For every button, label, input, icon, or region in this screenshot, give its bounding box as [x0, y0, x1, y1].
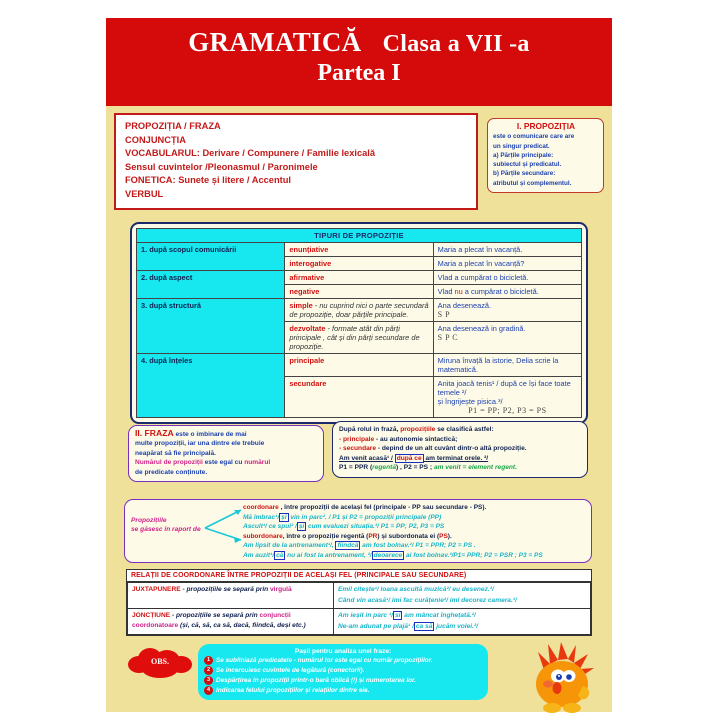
example-analysis: P1 = PP; P2, P3 = PS	[468, 406, 547, 415]
example-cell	[433, 377, 581, 418]
juxtapunere-example-1: Emil citește¹/ loana ascultă muzică²/ eu desenez.³/	[338, 586, 494, 593]
step-number: 3	[204, 676, 213, 685]
kind-desc: - nu cuprind nici o parte secundară de propoziție, doar părțile principale.	[289, 301, 429, 319]
subord-desc-c: ).	[447, 532, 452, 540]
list-item	[204, 686, 482, 695]
juxtapunere-cell	[128, 583, 334, 609]
kind-cell	[285, 377, 433, 418]
subord-ex2-connector-1: că	[276, 551, 284, 559]
subord-ex1-b: am fost bolnav.²/ P1 = PPR; P2 = PS .	[360, 542, 476, 550]
kind-label: negative	[289, 287, 320, 296]
fraza-title: II. FRAZA	[135, 428, 174, 438]
propozitia-line-4: subiectul și predicatul.	[493, 161, 562, 169]
coord-ex1-b: vin in parc². / P1 și P2 = propoziții principale (PP)	[288, 513, 442, 521]
subordonare-example-1	[243, 541, 588, 551]
rol-in-fraza-box	[332, 421, 588, 478]
fraza-hl-2: numărul	[244, 459, 271, 467]
juxtapunere-examples	[334, 583, 591, 609]
subordonare-example-2	[243, 551, 588, 561]
contents-box	[114, 113, 478, 210]
example-cell	[433, 299, 581, 322]
subordonare-line	[243, 532, 588, 542]
fraza-line-5: de predicate conținute.	[135, 468, 208, 476]
contents-line-6: VERBUL	[125, 188, 164, 199]
rol-line-1	[339, 435, 582, 445]
subord-ps: PS	[439, 532, 448, 540]
relatii-coordonare-table	[126, 569, 592, 636]
obs-label: OBS.	[150, 657, 169, 666]
kind-cell	[285, 271, 433, 285]
poster-page	[106, 18, 612, 712]
fraza-definition-box	[128, 425, 324, 482]
rol-example-b: am terminat orele. ²/	[423, 454, 489, 462]
step-text: Se incercuiesc cuvintele de legătură (conectorii).	[216, 667, 365, 674]
propozitia-line-1: este o comunicare care are	[493, 133, 575, 141]
step-text: Indicarea felului propozițiilor și relațiilor dintre ele.	[216, 687, 370, 694]
rol-secundare-label: - secundare	[339, 445, 377, 452]
example-cell: Miruna învață la istorie, Delia scrie la matematică.	[433, 354, 581, 377]
contents-line-2: CONJUNCȚIA	[125, 134, 186, 145]
coordonare-line	[243, 503, 588, 513]
raport-label-l1: Propozițiile	[131, 517, 167, 524]
jonctiune-rule-a: - propozițiile se separă prin	[170, 612, 260, 619]
raport-label	[131, 516, 209, 534]
types-table-title: TIPURI DE PROPOZIȚIE	[137, 229, 582, 243]
page-title: GRAMATICĂ	[188, 27, 362, 57]
contents-line-1: PROPOZIȚIA / FRAZA	[125, 121, 221, 131]
criterion-3: 3. după structură	[137, 299, 285, 354]
kind-cell	[285, 257, 433, 271]
list-item	[204, 666, 482, 675]
contents-line-3: VOCABULARUL: Derivare / Compunere / Familie lexicală	[125, 148, 376, 159]
kind-desc: - formate atât din părți principale , cât și din părți secundare de propoziție.	[289, 324, 420, 351]
propozitia-line-5: b) Părțile secundare:	[493, 170, 556, 178]
table-row	[128, 583, 591, 609]
rol-lead-c: se clasifică astfel:	[435, 426, 494, 433]
propozitia-definition-box	[487, 118, 604, 193]
subord-ex2-c: ai fost bolnav.³/P1= PPR; P2 = PSR ; P3 = PS	[404, 551, 543, 559]
kind-cell	[285, 299, 433, 322]
jonctiune-rule-b: conjuncții	[259, 612, 291, 619]
juxtapunere-rule-a: - propozițiile se separă prin	[180, 586, 271, 593]
kind-cell	[285, 354, 433, 377]
relatii-body	[127, 582, 591, 635]
coordonare-example-1	[243, 513, 588, 523]
header-part: Partea I	[317, 60, 401, 86]
rol-lead-b: propozițiile	[400, 426, 436, 433]
coord-ex2-b: cum evaluezi situația.³/ P1 = PP; P2, P3 = PS	[306, 523, 445, 531]
kind-label: principale	[289, 356, 325, 365]
step-number: 2	[204, 666, 213, 675]
step-number: 1	[204, 656, 213, 665]
rol-secundare-desc: - depind de un alt cuvânt dintr-o altă propoziție.	[376, 445, 527, 452]
jonctiune-examples	[334, 609, 591, 635]
rol-example-line	[339, 454, 582, 464]
jonctiune-extra-b: (și, că, să, ca să, dacă, fiindcă, deși etc.)	[178, 621, 306, 629]
example-cell: Maria a plecat în vacanță?	[433, 257, 581, 271]
header-title-line	[106, 27, 612, 58]
subord-ex1-a: Am lipsit de la antrenament¹/,	[243, 542, 336, 550]
subord-desc-a: , între o propoziție regentă (	[282, 532, 369, 540]
rol-lead-a: După rolul in frază,	[339, 426, 401, 433]
jonctiune-example-1	[338, 611, 586, 622]
list-item	[204, 656, 482, 665]
fraza-line-4	[135, 458, 318, 467]
kind-cell	[285, 285, 433, 299]
fraza-text-4: este egal cu	[202, 459, 245, 467]
example-cell: Maria a plecat în vacanță.	[433, 243, 581, 257]
arrows-icon	[203, 506, 245, 554]
example-line-1: Anita joacă tenis¹ / după ce își face toate temele ²/	[437, 379, 571, 397]
step-text: Despărțirea in propoziții printr-o bară oblică (/) și numerotarea lor.	[216, 677, 416, 684]
raport-section	[124, 499, 592, 563]
step-number: 4	[204, 686, 213, 695]
table-row	[137, 354, 582, 377]
jonctiune-label: JONCȚIUNE	[132, 612, 171, 619]
coordonare-label: coordonare	[243, 504, 279, 511]
kind-label: simple	[289, 301, 313, 310]
criterion-2: 2. după aspect	[137, 271, 285, 299]
raport-label-l2: se găsesc în raport de	[131, 526, 201, 533]
fraza-text-1: este o imbinare de mai	[173, 431, 247, 438]
juxtapunere-rule-b: virgulă	[270, 586, 292, 593]
rol-example-a: Am venit acasă¹ /	[339, 454, 393, 462]
jonctiune-extra-a: coordonatoare	[132, 621, 179, 629]
step-text: Se subliniază predicatele - numărul lor este egal cu număr propozițiilor.	[216, 657, 433, 664]
subord-ex2-a: Am auzit¹/	[243, 551, 275, 559]
coord-ex2-a: Ascult¹/ ce spui² /	[243, 523, 297, 531]
contents-line-4: Sensul cuvintelor /Pleonasmul / Paronimele	[125, 161, 318, 172]
criterion-1: 1. după scopul comunicării	[137, 243, 285, 271]
jonct-ex1-a: Am ieșit in parc ¹/	[338, 612, 393, 619]
example-text: Ana desenează in gradină.	[437, 324, 526, 333]
poster-header	[106, 18, 612, 106]
table-row	[137, 271, 582, 285]
example-pre: Vlad	[437, 287, 455, 296]
subord-ex2-b: nu ai fost la antrenament, ²/	[285, 551, 372, 559]
rol-principale-desc: - au autonomie sintactică;	[374, 435, 458, 443]
table-row	[137, 243, 582, 257]
raport-body	[243, 503, 588, 561]
coordonare-example-2	[243, 522, 588, 532]
types-table	[136, 228, 582, 418]
steps-box	[198, 644, 488, 700]
jonctiune-example-2	[338, 622, 586, 633]
kind-label: secundare	[289, 379, 327, 388]
subord-pr: PR	[368, 532, 378, 540]
example-analysis: S P	[437, 310, 451, 319]
subord-ex1-connector: fiindcă	[337, 542, 359, 550]
propozitia-box-title: I. PROPOZIȚIA	[516, 121, 576, 131]
coordonare-desc: , între propoziții de același fel (principale - PP sau secundare - PS).	[278, 504, 487, 511]
propozitia-line-6: atributul și complementul.	[493, 179, 572, 187]
rol-regenta: regentă	[372, 464, 396, 471]
example-cell	[433, 322, 581, 354]
relatii-title: RELAȚII DE COORDONARE ÎNTRE PROPOZIȚII DE ACELAȘI FEL (PRINCIPALE SAU SECUNDARE)	[127, 570, 591, 582]
rol-analysis-a: P1 = PPR (	[339, 464, 373, 471]
obs-cloud	[128, 648, 192, 678]
coord-ex1-a: Mă îmbrac¹/	[243, 513, 280, 521]
subordonare-label: subordonare	[243, 532, 283, 540]
jonct-ex2-connector: ca să	[415, 622, 433, 630]
propozitia-line-3: a) Părțile principale:	[493, 151, 554, 159]
example-cell: Vlad a cumpărat o bicicletă.	[433, 271, 581, 285]
juxtapunere-label: JUXTAPUNERE	[132, 586, 181, 593]
types-table-container	[130, 222, 588, 424]
kind-label: afirmative	[289, 273, 325, 282]
coord-ex2-connector: și	[298, 523, 305, 531]
contents-line-5: FONETICA: Sunete și litere / Accentul	[125, 175, 291, 186]
rol-analysis-b: ) , P2 = PS ;	[396, 464, 434, 471]
example-post: a cumpărat o bicicletă.	[462, 287, 539, 296]
jonctiune-cell	[128, 609, 334, 635]
kind-label: interogative	[289, 259, 332, 268]
fraza-line-2: multe propoziții, iar una dintre ele trebuie	[135, 440, 265, 448]
example-line-2: și îngrijește pisica.³/	[437, 397, 503, 406]
rol-lead-line	[339, 425, 582, 435]
jonct-ex1-connector: si	[394, 612, 401, 619]
sun-mascot-icon	[528, 640, 600, 718]
rol-principale-label: - principale	[339, 435, 375, 443]
table-row	[137, 299, 582, 322]
subord-ex2-connector-2: deoarece	[373, 551, 403, 559]
jonct-ex2-b: jucăm volei.²/	[434, 622, 478, 630]
example-text: Ana desenează.	[437, 301, 492, 310]
kind-label: dezvoltate	[289, 324, 326, 333]
rol-line-2	[339, 444, 582, 454]
example-analysis: S P C	[437, 333, 459, 342]
fraza-line-1	[135, 429, 318, 439]
rol-connector-box: după ce	[396, 454, 422, 462]
jonctiune-extra	[132, 621, 329, 631]
jonct-ex1-b: am mâncat înghețată.²/	[402, 612, 476, 619]
juxtapunere-example-2: Când vin acasă¹/ imi fac curățenie²/ imi decorez camera.³/	[338, 596, 517, 604]
steps-title: Pașii pentru analiza unei fraze:	[294, 648, 392, 655]
subord-desc-b: ) și subordonata ei (	[377, 532, 440, 540]
example-cell	[433, 285, 581, 299]
table-row	[128, 609, 591, 635]
list-item	[204, 676, 482, 685]
propozitia-line-2: un singur predicat.	[493, 142, 550, 150]
kind-label: enunțiative	[289, 245, 329, 254]
fraza-hl-1: Numărul de propoziții	[135, 459, 203, 467]
header-subtitle: Clasa a VII -a	[382, 31, 530, 57]
rol-analysis-line	[339, 463, 582, 473]
coord-ex1-connector: și	[281, 513, 287, 521]
jonct-ex2-a: Ne-am adunat pe plajă¹ /	[338, 622, 414, 630]
fraza-line-3: neapărat să fie principală.	[135, 449, 216, 457]
table-header-row	[137, 229, 582, 243]
rol-element-regent: am venit = element regent.	[433, 464, 517, 471]
criterion-4: 4. după înțeles	[137, 354, 285, 418]
kind-cell	[285, 322, 433, 354]
kind-cell	[285, 243, 433, 257]
example-negation: nu	[454, 287, 463, 296]
